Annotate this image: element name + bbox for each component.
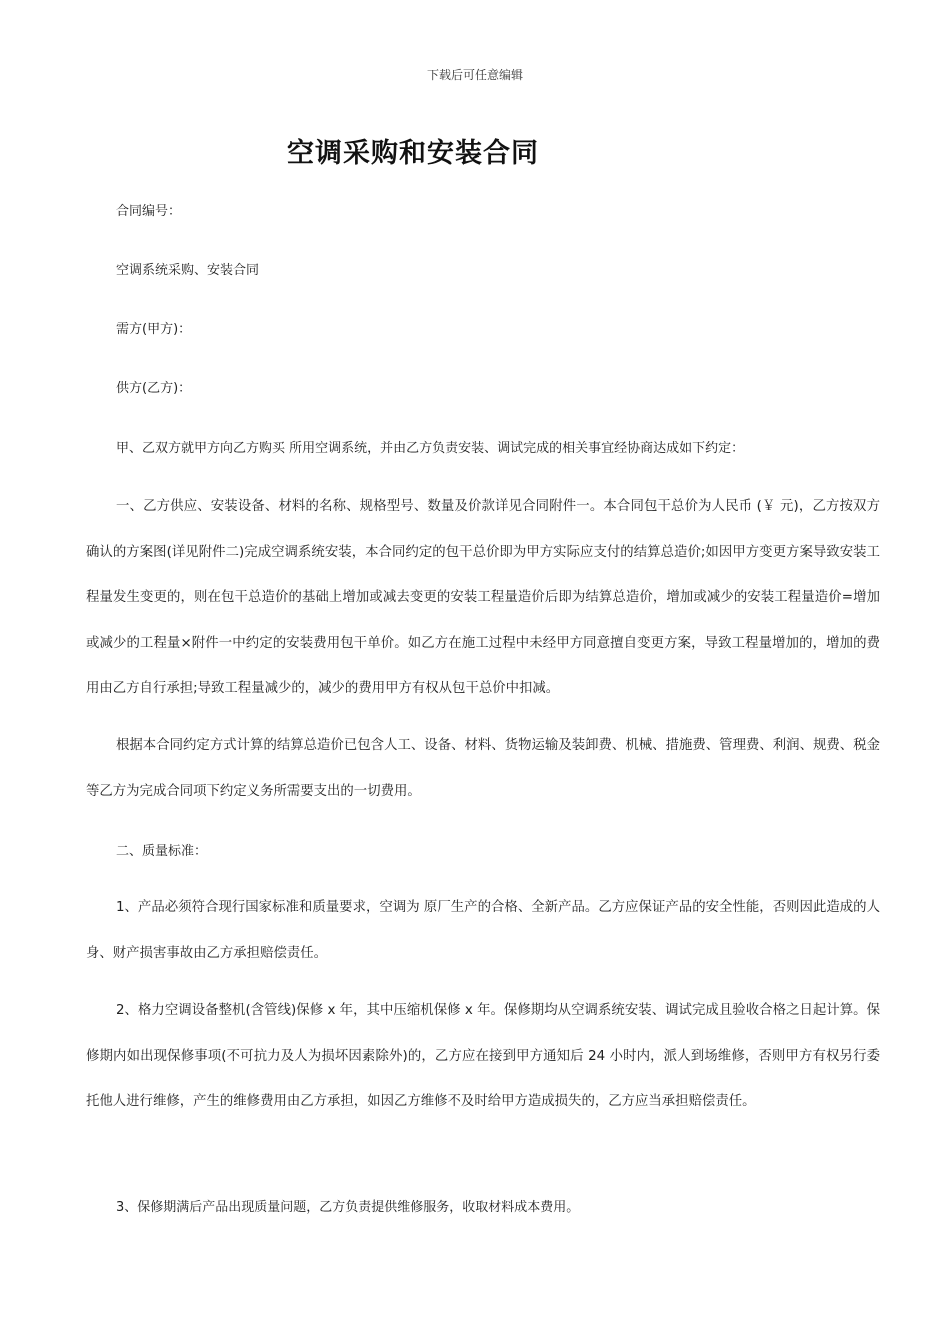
- party-a-field: 需方(甲方)：: [116, 322, 192, 337]
- intro-paragraph: 甲、乙双方就甲方向乙方购买 所用空调系统，并由乙方负责安装、调试完成的相关事宜经协商达成如下约定：: [116, 441, 745, 456]
- price-inclusion-paragraph: 根据本合同约定方式计算的结算总造价已包含人工、设备、材料、货物运输及装卸费、机械、措施费、管理费、利润、规费、税金等乙方为完成合同项下约定义务所需要支出的一切费用。: [86, 738, 880, 799]
- contract-subject: 空调系统采购、安装合同: [116, 263, 260, 278]
- contract-number-field: 合同编号：: [116, 204, 182, 219]
- clause-1-paragraph: 一、乙方供应、安装设备、材料的名称、规格型号、数量及价款详见合同附件一。本合同包干总价为人民币 (￥ 元)，乙方按双方确认的方案图(详见附件二)完成空调系统安装，本合同约定的包干总价即为甲方实际应支付的结算总造价;如因甲方变更方案导致安装工程量发生变更的，则在包干总造价的基础上增加或减去变更的安装工程量造价后即为结算总造价，增加或减少的安装工程量造价=增加或减少的工程量×附件一中约定的安装费用包干单价。如乙方在施工过程中未经甲方同意擅自变更方案，导致工程量增加的，增加的费用由乙方自行承担;导致工程量减少的，减少的费用甲方有权从包干总价中扣减。: [86, 499, 880, 696]
- quality-clause-2: 2、格力空调设备整机(含管线)保修 x 年，其中压缩机保修 x 年。保修期均从空调系统安装、调试完成且验收合格之日起计算。保修期内如出现保修事项(不可抗力及人为损坏因素除外)的，乙方应在接到甲方通知后 24 小时内，派人到场维修，否则甲方有权另行委托他人进行维修，产生的维修费用由乙方承担，如因乙方维修不及时给甲方造成损失的，乙方应当承担赔偿责任。: [86, 1003, 880, 1109]
- page-title: 空调采购和安装合同: [287, 138, 539, 169]
- quality-clause-1: 1、产品必须符合现行国家标准和质量要求，空调为 原厂生产的合格、全新产品。乙方应保证产品的安全性能，否则因此造成的人身、财产损害事故由乙方承担赔偿责任。: [86, 900, 880, 961]
- quality-clause-3: 3、保修期满后产品出现质量问题，乙方负责提供维修服务，收取材料成本费用。: [116, 1200, 580, 1215]
- header-note: 下载后可任意编辑: [426, 68, 523, 82]
- section-2-heading: 二、质量标准：: [116, 844, 208, 859]
- party-b-field: 供方(乙方)：: [116, 381, 192, 396]
